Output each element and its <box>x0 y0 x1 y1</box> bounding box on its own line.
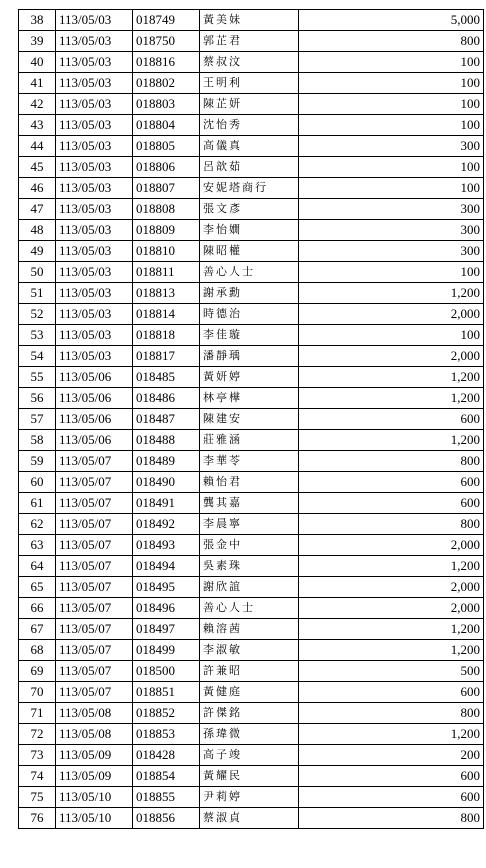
receipt-number-cell: 018493 <box>133 535 200 556</box>
receipt-number-cell: 018496 <box>133 598 200 619</box>
donor-name-cell: 許兼昭 <box>200 661 299 682</box>
amount-cell: 1,200 <box>299 619 484 640</box>
amount-cell: 100 <box>299 262 484 283</box>
amount-cell: 100 <box>299 115 484 136</box>
receipt-number-cell: 018500 <box>133 661 200 682</box>
date-cell: 113/05/07 <box>56 556 133 577</box>
receipt-number-cell: 018814 <box>133 304 200 325</box>
table-row <box>19 682 484 703</box>
receipt-number-cell: 018428 <box>133 745 200 766</box>
table-row <box>19 619 484 640</box>
row-number-cell: 74 <box>19 766 56 787</box>
amount-cell: 800 <box>299 808 484 829</box>
amount-cell: 300 <box>299 241 484 262</box>
table-row <box>19 52 484 73</box>
row-number-cell: 50 <box>19 262 56 283</box>
row-number-cell: 41 <box>19 73 56 94</box>
receipt-number-cell: 018486 <box>133 388 200 409</box>
date-cell: 113/05/07 <box>56 493 133 514</box>
donor-name-cell: 王明利 <box>200 73 299 94</box>
row-number-cell: 66 <box>19 598 56 619</box>
row-number-cell: 56 <box>19 388 56 409</box>
table-row <box>19 724 484 745</box>
row-number-cell: 62 <box>19 514 56 535</box>
date-cell: 113/05/03 <box>56 283 133 304</box>
table-row <box>19 451 484 472</box>
table-row <box>19 409 484 430</box>
table-row <box>19 598 484 619</box>
row-number-cell: 55 <box>19 367 56 388</box>
amount-cell: 100 <box>299 52 484 73</box>
donor-name-cell: 善心人士 <box>200 262 299 283</box>
amount-cell: 1,200 <box>299 724 484 745</box>
date-cell: 113/05/03 <box>56 115 133 136</box>
table-row <box>19 136 484 157</box>
donor-name-cell: 郭芷君 <box>200 31 299 52</box>
amount-cell: 300 <box>299 199 484 220</box>
receipt-number-cell: 018855 <box>133 787 200 808</box>
date-cell: 113/05/03 <box>56 262 133 283</box>
table-row <box>19 388 484 409</box>
table-row <box>19 73 484 94</box>
row-number-cell: 71 <box>19 703 56 724</box>
date-cell: 113/05/06 <box>56 367 133 388</box>
donor-name-cell: 林亭樺 <box>200 388 299 409</box>
table-row <box>19 220 484 241</box>
date-cell: 113/05/09 <box>56 745 133 766</box>
amount-cell: 2,000 <box>299 535 484 556</box>
receipt-number-cell: 018497 <box>133 619 200 640</box>
date-cell: 113/05/08 <box>56 724 133 745</box>
date-cell: 113/05/07 <box>56 535 133 556</box>
amount-cell: 100 <box>299 325 484 346</box>
receipt-number-cell: 018856 <box>133 808 200 829</box>
date-cell: 113/05/03 <box>56 220 133 241</box>
date-cell: 113/05/03 <box>56 94 133 115</box>
table-row <box>19 577 484 598</box>
row-number-cell: 63 <box>19 535 56 556</box>
row-number-cell: 73 <box>19 745 56 766</box>
date-cell: 113/05/03 <box>56 136 133 157</box>
donor-name-cell: 李淑敏 <box>200 640 299 661</box>
table-row <box>19 808 484 829</box>
donation-ledger-table <box>18 9 484 829</box>
donor-name-cell: 黃妍婷 <box>200 367 299 388</box>
date-cell: 113/05/03 <box>56 346 133 367</box>
row-number-cell: 61 <box>19 493 56 514</box>
donor-name-cell: 陳昭權 <box>200 241 299 262</box>
donor-name-cell: 安妮塔商行 <box>200 178 299 199</box>
amount-cell: 300 <box>299 136 484 157</box>
row-number-cell: 51 <box>19 283 56 304</box>
donor-name-cell: 謝承勳 <box>200 283 299 304</box>
date-cell: 113/05/10 <box>56 787 133 808</box>
date-cell: 113/05/06 <box>56 430 133 451</box>
donor-name-cell: 陳芷妍 <box>200 94 299 115</box>
receipt-number-cell: 018495 <box>133 577 200 598</box>
donor-name-cell: 時德治 <box>200 304 299 325</box>
table-row <box>19 787 484 808</box>
receipt-number-cell: 018807 <box>133 178 200 199</box>
receipt-number-cell: 018809 <box>133 220 200 241</box>
table-row <box>19 472 484 493</box>
receipt-number-cell: 018499 <box>133 640 200 661</box>
donor-name-cell: 李華苓 <box>200 451 299 472</box>
donor-name-cell: 李晨寧 <box>200 514 299 535</box>
row-number-cell: 39 <box>19 31 56 52</box>
row-number-cell: 59 <box>19 451 56 472</box>
table-row <box>19 262 484 283</box>
receipt-number-cell: 018808 <box>133 199 200 220</box>
donor-name-cell: 蔡淑貞 <box>200 808 299 829</box>
row-number-cell: 45 <box>19 157 56 178</box>
row-number-cell: 58 <box>19 430 56 451</box>
table-row <box>19 157 484 178</box>
date-cell: 113/05/07 <box>56 577 133 598</box>
table-row <box>19 514 484 535</box>
amount-cell: 1,200 <box>299 283 484 304</box>
receipt-number-cell: 018853 <box>133 724 200 745</box>
donor-name-cell: 龔其嘉 <box>200 493 299 514</box>
amount-cell: 600 <box>299 766 484 787</box>
row-number-cell: 53 <box>19 325 56 346</box>
table-row <box>19 430 484 451</box>
ledger-body <box>19 10 484 829</box>
amount-cell: 1,200 <box>299 388 484 409</box>
donor-name-cell: 許傑銘 <box>200 703 299 724</box>
amount-cell: 100 <box>299 178 484 199</box>
receipt-number-cell: 018802 <box>133 73 200 94</box>
row-number-cell: 52 <box>19 304 56 325</box>
date-cell: 113/05/10 <box>56 808 133 829</box>
row-number-cell: 69 <box>19 661 56 682</box>
row-number-cell: 57 <box>19 409 56 430</box>
donor-name-cell: 沈怡秀 <box>200 115 299 136</box>
table-row <box>19 535 484 556</box>
row-number-cell: 68 <box>19 640 56 661</box>
receipt-number-cell: 018489 <box>133 451 200 472</box>
row-number-cell: 70 <box>19 682 56 703</box>
amount-cell: 2,000 <box>299 577 484 598</box>
receipt-number-cell: 018811 <box>133 262 200 283</box>
receipt-number-cell: 018491 <box>133 493 200 514</box>
receipt-number-cell: 018750 <box>133 31 200 52</box>
receipt-number-cell: 018492 <box>133 514 200 535</box>
row-number-cell: 43 <box>19 115 56 136</box>
table-row <box>19 661 484 682</box>
date-cell: 113/05/07 <box>56 514 133 535</box>
date-cell: 113/05/03 <box>56 31 133 52</box>
table-row <box>19 241 484 262</box>
donor-name-cell: 李怡嫺 <box>200 220 299 241</box>
amount-cell: 600 <box>299 472 484 493</box>
amount-cell: 1,200 <box>299 430 484 451</box>
date-cell: 113/05/09 <box>56 766 133 787</box>
row-number-cell: 72 <box>19 724 56 745</box>
donor-name-cell: 吳素珠 <box>200 556 299 577</box>
amount-cell: 500 <box>299 661 484 682</box>
table-row <box>19 283 484 304</box>
amount-cell: 2,000 <box>299 598 484 619</box>
table-row <box>19 556 484 577</box>
row-number-cell: 54 <box>19 346 56 367</box>
amount-cell: 100 <box>299 157 484 178</box>
receipt-number-cell: 018816 <box>133 52 200 73</box>
amount-cell: 800 <box>299 514 484 535</box>
donor-name-cell: 蔡叔汶 <box>200 52 299 73</box>
row-number-cell: 46 <box>19 178 56 199</box>
amount-cell: 1,200 <box>299 640 484 661</box>
date-cell: 113/05/07 <box>56 619 133 640</box>
date-cell: 113/05/08 <box>56 703 133 724</box>
amount-cell: 5,000 <box>299 10 484 31</box>
row-number-cell: 44 <box>19 136 56 157</box>
donor-name-cell: 賴溶茜 <box>200 619 299 640</box>
date-cell: 113/05/07 <box>56 640 133 661</box>
date-cell: 113/05/07 <box>56 598 133 619</box>
table-row <box>19 10 484 31</box>
date-cell: 113/05/07 <box>56 682 133 703</box>
date-cell: 113/05/03 <box>56 73 133 94</box>
date-cell: 113/05/03 <box>56 52 133 73</box>
date-cell: 113/05/03 <box>56 10 133 31</box>
donor-name-cell: 善心人士 <box>200 598 299 619</box>
receipt-number-cell: 018494 <box>133 556 200 577</box>
date-cell: 113/05/03 <box>56 157 133 178</box>
amount-cell: 600 <box>299 493 484 514</box>
donor-name-cell: 張文彥 <box>200 199 299 220</box>
row-number-cell: 75 <box>19 787 56 808</box>
amount-cell: 1,200 <box>299 367 484 388</box>
table-row <box>19 766 484 787</box>
row-number-cell: 47 <box>19 199 56 220</box>
row-number-cell: 64 <box>19 556 56 577</box>
row-number-cell: 67 <box>19 619 56 640</box>
donor-name-cell: 高子竣 <box>200 745 299 766</box>
table-row <box>19 367 484 388</box>
receipt-number-cell: 018813 <box>133 283 200 304</box>
receipt-number-cell: 018806 <box>133 157 200 178</box>
table-row <box>19 199 484 220</box>
date-cell: 113/05/07 <box>56 472 133 493</box>
amount-cell: 600 <box>299 787 484 808</box>
donor-name-cell: 黃健庭 <box>200 682 299 703</box>
table-row <box>19 745 484 766</box>
donor-name-cell: 潘靜瑀 <box>200 346 299 367</box>
amount-cell: 800 <box>299 703 484 724</box>
amount-cell: 800 <box>299 451 484 472</box>
receipt-number-cell: 018490 <box>133 472 200 493</box>
amount-cell: 600 <box>299 409 484 430</box>
row-number-cell: 42 <box>19 94 56 115</box>
donor-name-cell: 尹莉婷 <box>200 787 299 808</box>
receipt-number-cell: 018818 <box>133 325 200 346</box>
table-row <box>19 115 484 136</box>
amount-cell: 300 <box>299 220 484 241</box>
table-row <box>19 178 484 199</box>
receipt-number-cell: 018485 <box>133 367 200 388</box>
receipt-number-cell: 018854 <box>133 766 200 787</box>
receipt-number-cell: 018487 <box>133 409 200 430</box>
receipt-number-cell: 018803 <box>133 94 200 115</box>
receipt-number-cell: 018805 <box>133 136 200 157</box>
row-number-cell: 65 <box>19 577 56 598</box>
receipt-number-cell: 018749 <box>133 10 200 31</box>
amount-cell: 1,200 <box>299 556 484 577</box>
table-row <box>19 325 484 346</box>
date-cell: 113/05/06 <box>56 409 133 430</box>
date-cell: 113/05/07 <box>56 451 133 472</box>
amount-cell: 2,000 <box>299 346 484 367</box>
receipt-number-cell: 018810 <box>133 241 200 262</box>
row-number-cell: 49 <box>19 241 56 262</box>
date-cell: 113/05/07 <box>56 661 133 682</box>
donor-name-cell: 陳建安 <box>200 409 299 430</box>
donor-name-cell: 黃耀民 <box>200 766 299 787</box>
receipt-number-cell: 018817 <box>133 346 200 367</box>
donor-name-cell: 賴怡君 <box>200 472 299 493</box>
donor-name-cell: 高儀真 <box>200 136 299 157</box>
row-number-cell: 38 <box>19 10 56 31</box>
date-cell: 113/05/03 <box>56 325 133 346</box>
row-number-cell: 40 <box>19 52 56 73</box>
date-cell: 113/05/03 <box>56 178 133 199</box>
donor-name-cell: 孫瑋微 <box>200 724 299 745</box>
table-row <box>19 640 484 661</box>
amount-cell: 200 <box>299 745 484 766</box>
table-row <box>19 31 484 52</box>
row-number-cell: 48 <box>19 220 56 241</box>
table-row <box>19 703 484 724</box>
date-cell: 113/05/03 <box>56 199 133 220</box>
donor-name-cell: 李佳璇 <box>200 325 299 346</box>
amount-cell: 100 <box>299 94 484 115</box>
donor-name-cell: 黃美妹 <box>200 10 299 31</box>
receipt-number-cell: 018851 <box>133 682 200 703</box>
row-number-cell: 60 <box>19 472 56 493</box>
receipt-number-cell: 018852 <box>133 703 200 724</box>
donor-name-cell: 呂歆茹 <box>200 157 299 178</box>
amount-cell: 800 <box>299 31 484 52</box>
donor-name-cell: 張金中 <box>200 535 299 556</box>
table-row <box>19 304 484 325</box>
receipt-number-cell: 018804 <box>133 115 200 136</box>
donor-name-cell: 莊雅涵 <box>200 430 299 451</box>
date-cell: 113/05/03 <box>56 241 133 262</box>
table-row <box>19 493 484 514</box>
date-cell: 113/05/03 <box>56 304 133 325</box>
receipt-number-cell: 018488 <box>133 430 200 451</box>
donor-name-cell: 謝欣誼 <box>200 577 299 598</box>
amount-cell: 100 <box>299 73 484 94</box>
table-row <box>19 94 484 115</box>
date-cell: 113/05/06 <box>56 388 133 409</box>
table-row <box>19 346 484 367</box>
amount-cell: 600 <box>299 682 484 703</box>
amount-cell: 2,000 <box>299 304 484 325</box>
row-number-cell: 76 <box>19 808 56 829</box>
